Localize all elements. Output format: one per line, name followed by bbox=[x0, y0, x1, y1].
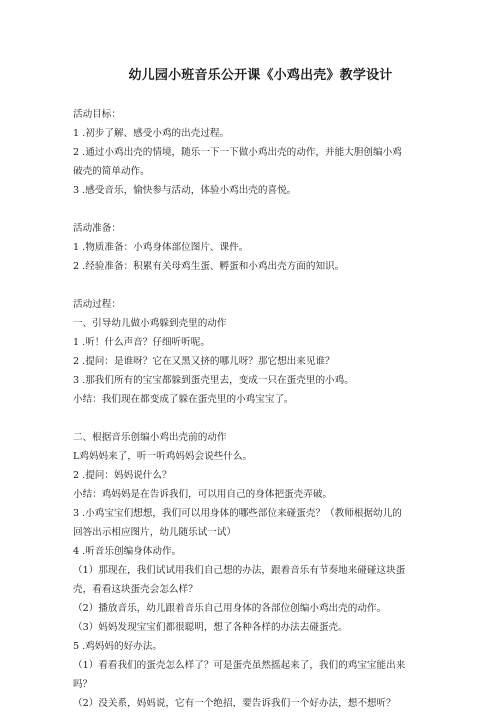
prep-item-2: 2 .经验准备：积累有关母鸡生蛋、孵蛋和小鸡出壳方面的知识。 bbox=[73, 261, 345, 272]
process-part2-line: （1）那现在，我们试试用我们自己想的办法，跟着音乐有节奏地来碰碰这块蛋 bbox=[73, 565, 406, 576]
goal-item-2: 2 .通过小鸡出壳的情境，随乐一下一下做小鸡出壳的动作，并能大胆创编小鸡 bbox=[73, 147, 402, 158]
process-part2-line: 4 .听音乐创编身体动作。 bbox=[73, 546, 182, 557]
process-part1-heading: 一、引导幼儿做小鸡躲到壳里的动作 bbox=[73, 318, 227, 329]
process-part2-line: 3 .小鸡宝宝们想想，我们可以用身体的哪些部位来碰蛋壳？（教师根据幼儿的 bbox=[73, 508, 402, 519]
process-part1-line: 2 .提问：是谁呀？它在又黑又挤的哪儿呀？那它想出来见谁？ bbox=[73, 356, 335, 367]
process-part2-summary: 小结：鸡妈妈是在告诉我们，可以用自己的身体把蛋壳弄破。 bbox=[73, 489, 333, 500]
process-part1-summary: 小结：我们现在都变成了躲在蛋壳里的小鸡宝宝了。 bbox=[73, 394, 294, 405]
process-part2-line: L鸡妈妈来了，听一听鸡妈妈会说些什么。 bbox=[73, 451, 253, 462]
process-part2-line: （2）没关系，妈妈说，它有一个绝招，要告诉我们一个好办法，想不想听？ bbox=[73, 698, 396, 709]
process-part2-line: 2 .提问：妈妈说什么？ bbox=[73, 470, 172, 481]
process-part2-line: 吗？ bbox=[73, 679, 93, 690]
spacer bbox=[73, 276, 440, 295]
prep-item-1: 1 .物质准备：小鸡身体部位图片、课件。 bbox=[73, 242, 249, 253]
section-heading-goals: 活动目标： bbox=[73, 109, 121, 120]
process-part2-line: （1）看看我们的蛋壳怎么样了？可是蛋壳虽然摇起来了，我们的鸡宝宝能出来 bbox=[73, 660, 406, 671]
process-part1-line: 3 .那我们所有的宝宝都躲到蛋壳里去，变成一只在蛋壳里的小鸡。 bbox=[73, 375, 354, 386]
document-title: 幼儿园小班音乐公开课《小鸡出壳》教学设计 bbox=[128, 68, 393, 83]
process-part2-line: （2）播放音乐，幼儿跟着音乐自己用身体的各部位创编小鸡出壳的动作。 bbox=[73, 603, 387, 614]
process-part2-line: 回答出示相应图片，幼儿随乐试一试） bbox=[73, 527, 237, 538]
goal-item-1: 1 .初步了解、感受小鸡的出壳过程。 bbox=[73, 128, 230, 139]
spacer bbox=[73, 409, 440, 428]
process-part2-line: （3）妈妈发现宝宝们都很聪明，想了各种各样的办法去碰蛋壳。 bbox=[73, 622, 348, 633]
goal-item-3: 3 .感受音乐，愉快参与活动，体验小鸡出壳的喜悦。 bbox=[73, 185, 297, 196]
process-part1-line: 1 .听！什么声音？仔细听听呢。 bbox=[73, 337, 210, 348]
spacer bbox=[73, 200, 440, 219]
section-heading-prep: 活动准备： bbox=[73, 223, 121, 234]
section-heading-process: 活动过程： bbox=[73, 299, 121, 310]
goal-item-2-cont: 破壳的简单动作。 bbox=[73, 166, 150, 177]
process-part2-line: 壳，看看这块蛋壳会怎么样？ bbox=[73, 584, 198, 595]
process-part2-heading: 二、根据音乐创编小鸡出壳前的动作 bbox=[73, 432, 227, 443]
process-part2-line: 5 .鸡妈妈的好办法。 bbox=[73, 641, 162, 652]
